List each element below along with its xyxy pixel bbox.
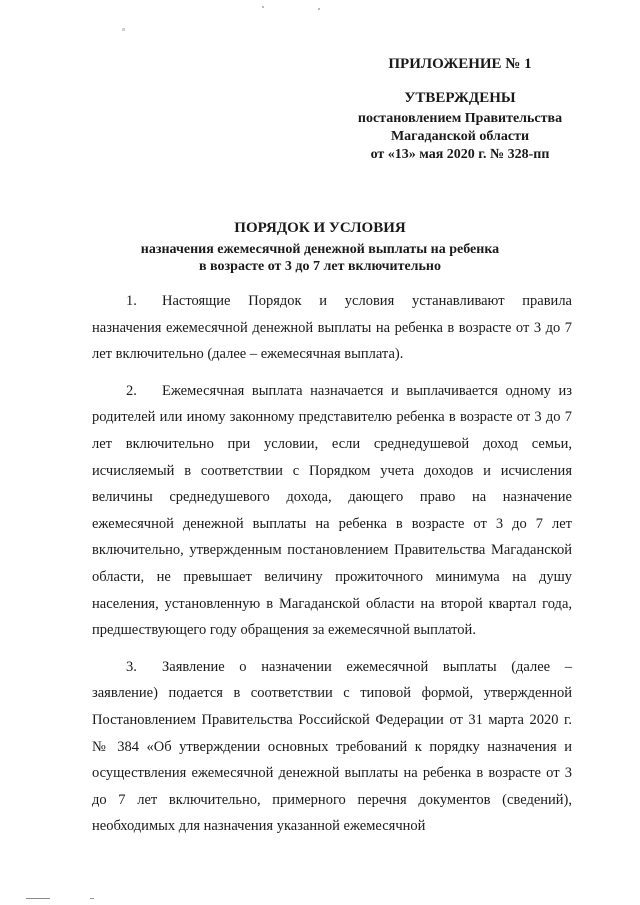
paragraph-number: 2. bbox=[126, 382, 137, 399]
resolution-line: Магаданской области bbox=[390, 129, 530, 144]
document-body bbox=[92, 288, 572, 850]
paragraph-number: 1. bbox=[126, 293, 137, 309]
resolution-reference bbox=[318, 110, 602, 164]
resolution-line: постановлением Правительства bbox=[357, 111, 563, 126]
scan-speck bbox=[318, 8, 320, 10]
paragraph-text: Настоящие Порядок и условия устанавливают правила назначения ежемесячной денежной выплаты на ребенка в возрасте от 3 до 7 лет включительно (далее – ежемесячная выплата). bbox=[92, 293, 572, 363]
paragraph-2 bbox=[92, 378, 572, 644]
paragraph-text: Заявление о назначении ежемесячной выплаты (далее – заявление) подается в соответствии с типовой формой, утвержденной Постановлением Правительства Российской Федерации от 31 марта 2020 г. № 384 «Об утверждении основных требований к порядку назначения и осуществления ежемесячной денежной выплаты на ребенка в возрасте от 3 до 7 лет включительно, примерного перечня документов (сведений), необходимых для назначения указанной ежемесячной bbox=[92, 658, 572, 835]
scan-speck bbox=[122, 28, 125, 31]
scan-line bbox=[90, 898, 94, 899]
document-subtitle bbox=[60, 241, 580, 275]
scan-speck bbox=[262, 6, 264, 8]
appendix-label: ПРИЛОЖЕНИЕ № 1 bbox=[388, 56, 532, 72]
paragraph-3 bbox=[92, 654, 572, 840]
resolution-date-line: от «13» мая 2020 г. № 328-пп bbox=[370, 147, 550, 162]
paragraph-number: 3. bbox=[126, 658, 137, 675]
subtitle-line: в возрасте от 3 до 7 лет включительно bbox=[199, 259, 441, 274]
approved-label: УТВЕРЖДЕНЫ bbox=[404, 90, 516, 106]
paragraph-1 bbox=[92, 288, 572, 368]
document-title: ПОРЯДОК И УСЛОВИЯ bbox=[234, 220, 406, 236]
paragraph-text: Ежемесячная выплата назначается и выплачивается одному из родителей или иному законному представителю ребенка в возрасте от 3 до 7 лет включительно при условии, если среднедушевой доход семьи, исчисляемый в соответствии с Порядком учета доходов и исчисления величины среднедушевого дохода, дающего право на назначение ежемесячной денежной выплаты на ребенка в возрасте от 3 до 7 лет включительно, утвержденным постановлением Правительства Магаданской области, не превышает величину прожиточного минимума на душу населения, установленную в Магаданской области на второй квартал года, предшествующего году обращения за ежемесячной выплатой. bbox=[92, 382, 572, 639]
scan-line bbox=[26, 898, 50, 899]
subtitle-line: назначения ежемесячной денежной выплаты на ребенка bbox=[140, 242, 500, 257]
